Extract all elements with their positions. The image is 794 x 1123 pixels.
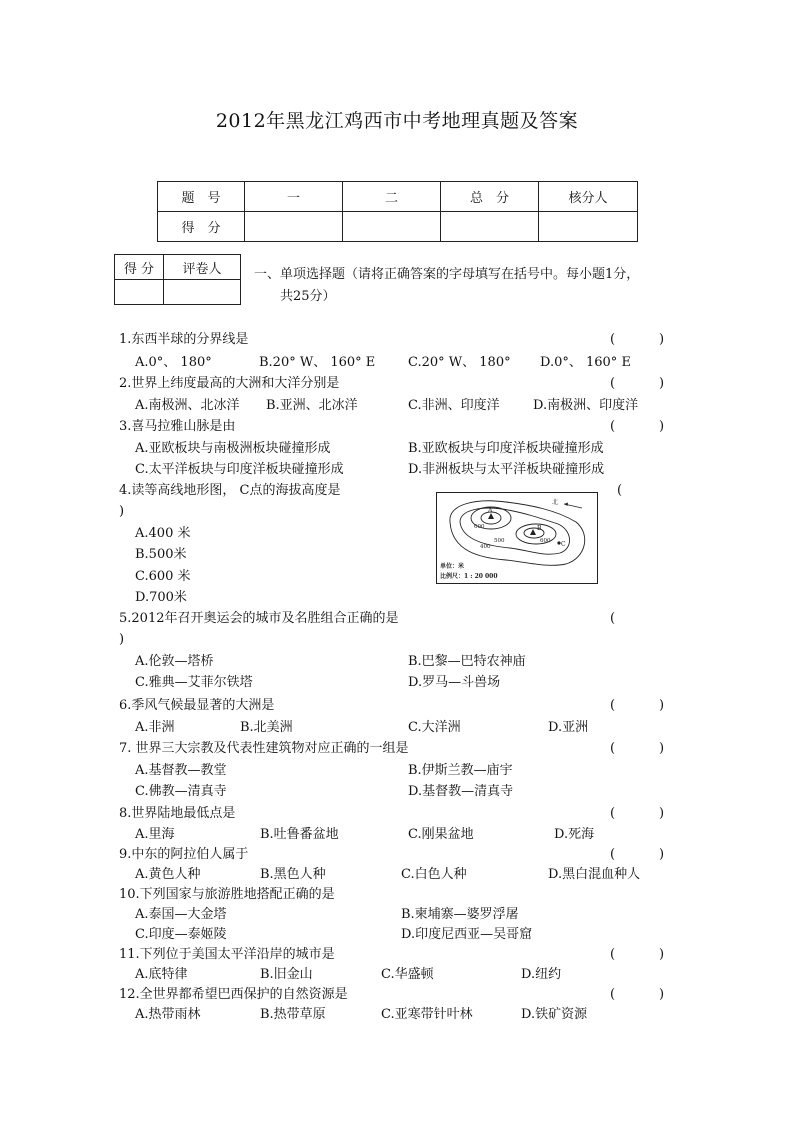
- answer-bracket-close: ): [119, 504, 125, 519]
- contour-label-600: 600: [540, 538, 551, 544]
- score-header-1: 一: [245, 182, 343, 212]
- option-c: C.印度—泰姬陵: [135, 927, 227, 942]
- grader-score-label: 得 分: [115, 255, 164, 280]
- grader-score-cell[interactable]: [115, 280, 164, 305]
- option-b: B.伊斯兰教—庙宇: [408, 763, 513, 778]
- question-stem: 10.下列国家与旅游胜地搭配正确的是: [119, 887, 335, 902]
- point-c-label: C: [561, 541, 566, 548]
- option-b: B.亚欧板块与印度洋板块碰撞形成: [408, 441, 604, 456]
- score-cell[interactable]: [539, 212, 638, 242]
- option-a: A.黄色人种: [135, 867, 201, 882]
- option-b: B.旧金山: [260, 967, 313, 982]
- score-header-2: 二: [343, 182, 441, 212]
- score-cell[interactable]: [441, 212, 539, 242]
- option-a: A.里海: [135, 827, 175, 842]
- section-heading: [254, 264, 674, 308]
- contour-label-400: 400: [480, 544, 491, 550]
- option-a: A.400 米: [135, 526, 191, 541]
- option-d: D.印度尼西亚—吴哥窟: [401, 927, 533, 942]
- peak-a-label: A: [488, 507, 493, 514]
- answer-bracket-close: ): [119, 632, 125, 647]
- option-c: C.大洋洲: [408, 720, 461, 735]
- answer-bracket[interactable]: ( ): [610, 332, 665, 347]
- option-c: C.非洲、印度洋: [408, 398, 500, 413]
- option-d: D.死海: [554, 827, 595, 842]
- option-d: D.0°、 160° E: [540, 355, 631, 370]
- option-d: D.黑白混血种人: [548, 867, 641, 882]
- option-b: B.北美洲: [240, 720, 293, 735]
- contour-label-600: 600: [474, 524, 485, 530]
- score-header-total: 总 分: [441, 182, 539, 212]
- option-c: C.亚寒带针叶林: [381, 1007, 473, 1022]
- answer-bracket[interactable]: ( ): [610, 987, 665, 1002]
- north-label: 北: [552, 499, 559, 506]
- option-b: B.亚洲、北冰洋: [266, 398, 358, 413]
- option-b: B.柬埔寨—婆罗浮屠: [401, 907, 519, 922]
- option-d: D.基督教—清真寺: [408, 784, 514, 799]
- option-c: C.刚果盆地: [408, 827, 474, 842]
- option-d: D.铁矿资源: [521, 1007, 588, 1022]
- answer-bracket[interactable]: ( ): [610, 847, 665, 862]
- answer-bracket-open[interactable]: (: [617, 483, 623, 498]
- answer-bracket[interactable]: ( ): [610, 419, 665, 434]
- section-heading-line1: 一、单项选择题（请将正确答案的字母填写在括号中。每小题1分，: [254, 267, 640, 282]
- option-a: A.基督教—教堂: [135, 763, 227, 778]
- option-b: B.黑色人种: [260, 867, 326, 882]
- question-stem: 8.世界陆地最低点是: [119, 806, 236, 821]
- option-b: B.20° W、 160° E: [259, 355, 376, 370]
- option-d: D.罗马—斗兽场: [408, 675, 501, 690]
- option-a: A.泰国—大金塔: [135, 907, 227, 922]
- question-stem: 9.中东的阿拉伯人属于: [119, 847, 249, 862]
- option-a: A.亚欧板块与南极洲板块碰撞形成: [135, 441, 331, 456]
- peak-b-label: B: [537, 525, 542, 532]
- map-scale: 比例尺：1 : 20 000: [440, 573, 498, 580]
- option-a: A.底特律: [135, 967, 188, 982]
- option-c: C.太平洋板块与印度洋板块碰撞形成: [135, 462, 344, 477]
- option-a: A.非洲: [135, 720, 175, 735]
- option-b: B.巴黎—巴特农神庙: [408, 654, 526, 669]
- grader-table: [114, 254, 241, 305]
- question-stem: 11.下列位于美国太平洋沿岸的城市是: [119, 947, 335, 962]
- score-header-checker: 核分人: [539, 182, 638, 212]
- section-heading-line2: 共25分）: [280, 289, 336, 304]
- option-d: D.非洲板块与太平洋板块碰撞形成: [408, 462, 605, 477]
- answer-bracket[interactable]: ( ): [610, 947, 665, 962]
- option-a: A.0°、 180°: [135, 355, 212, 370]
- option-b: B.500米: [135, 547, 187, 562]
- option-c: C.20° W、 180°: [408, 355, 511, 370]
- option-a: A.伦敦—塔桥: [135, 654, 214, 669]
- question-stem: 7. 世界三大宗教及代表性建筑物对应正确的一组是: [119, 741, 409, 756]
- option-d: D.南极洲、印度洋: [533, 398, 639, 413]
- answer-bracket-open[interactable]: (: [610, 611, 616, 626]
- grader-name-label: 评卷人: [164, 255, 241, 280]
- question-stem: 12.全世界都希望巴西保护的自然资源是: [119, 987, 348, 1002]
- option-d: D.亚洲: [548, 720, 589, 735]
- option-c: C.华盛顿: [381, 967, 434, 982]
- question-stem: 5.2012年召开奥运会的城市及名胜组合正确的是: [119, 611, 399, 626]
- score-table: [157, 181, 638, 242]
- answer-bracket[interactable]: ( ): [610, 698, 665, 713]
- option-c: C.白色人种: [401, 867, 467, 882]
- score-row-label: 得 分: [158, 212, 245, 242]
- question-stem: 4.读等高线地形图， C点的海拔高度是: [119, 483, 341, 498]
- score-header-label: 题 号: [158, 182, 245, 212]
- contour-map: [436, 492, 598, 584]
- contour-label-500: 500: [494, 538, 505, 544]
- answer-bracket[interactable]: ( ): [610, 806, 665, 821]
- question-stem: 1.东西半球的分界线是: [119, 332, 249, 347]
- score-cell[interactable]: [343, 212, 441, 242]
- score-cell[interactable]: [245, 212, 343, 242]
- option-d: D.纽约: [521, 967, 562, 982]
- question-stem: 2.世界上纬度最高的大洲和大洋分别是: [119, 376, 340, 391]
- option-c: C.雅典—艾菲尔铁塔: [135, 675, 253, 690]
- option-d: D.700米: [135, 590, 187, 605]
- option-b: B.吐鲁番盆地: [260, 827, 339, 842]
- option-a: A.南极洲、北冰洋: [135, 398, 240, 413]
- option-a: A.热带雨林: [135, 1007, 201, 1022]
- question-stem: 3.喜马拉雅山脉是由: [119, 419, 236, 434]
- question-stem: 6.季风气候最显著的大洲是: [119, 698, 275, 713]
- option-b: B.热带草原: [260, 1007, 326, 1022]
- option-c: C.600 米: [135, 569, 191, 584]
- answer-bracket[interactable]: ( ): [610, 376, 665, 391]
- option-c: C.佛教—清真寺: [135, 784, 227, 799]
- grader-name-cell[interactable]: [164, 280, 241, 305]
- answer-bracket[interactable]: ( ): [610, 741, 665, 756]
- map-unit: 单位：米: [440, 563, 465, 570]
- page-title: 2012年黑龙江鸡西市中考地理真题及答案: [215, 110, 579, 132]
